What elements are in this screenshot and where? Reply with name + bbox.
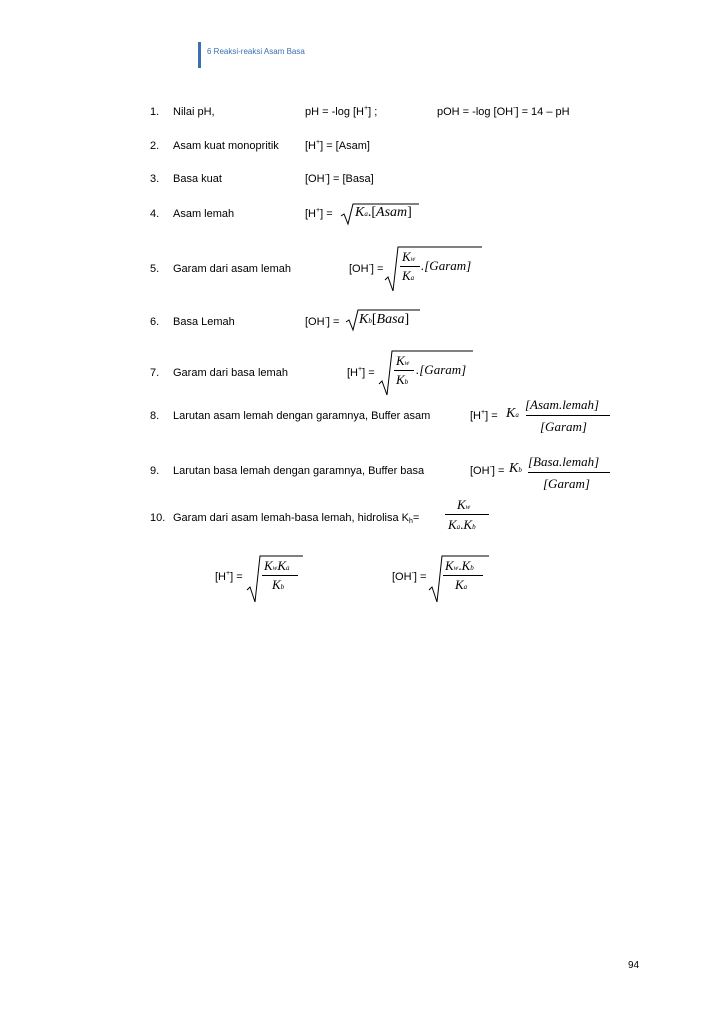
extra-right-lhs: [OH-] = bbox=[392, 570, 427, 583]
item-8-numerator: [Asam.lemah] bbox=[525, 397, 600, 412]
item-1-formula-poh: pOH = -log [OH-] = 14 – pH bbox=[437, 105, 570, 118]
item-8-number: 8. bbox=[150, 410, 160, 422]
item-3-number: 3. bbox=[150, 173, 160, 185]
item-5-label: Garam dari asam lemah bbox=[173, 263, 291, 275]
extra-right-numerator: Kw.Kb bbox=[445, 558, 474, 573]
item-8-denominator: [Garam] bbox=[540, 419, 587, 434]
item-9-label: Larutan basa lemah dengan garamnya, Buffer basa bbox=[173, 465, 425, 477]
chapter-header: 6 Reaksi-reaksi Asam Basa bbox=[207, 47, 305, 56]
item-2-formula: [H+] = [Asam] bbox=[305, 139, 370, 152]
item-7-number: 7. bbox=[150, 367, 160, 379]
extra-right-denominator: Ka bbox=[455, 577, 468, 592]
item-1-label: Nilai pH, bbox=[173, 106, 215, 118]
item-6-label: Basa Lemah bbox=[173, 316, 235, 328]
item-8-fraction-bar bbox=[526, 415, 610, 416]
item-10-fraction-bar bbox=[445, 514, 489, 515]
item-5-denominator: Ka bbox=[402, 268, 415, 283]
item-9-fraction-bar bbox=[528, 472, 610, 473]
page-number: 94 bbox=[628, 960, 640, 971]
extra-left-lhs: [H+] = bbox=[215, 570, 243, 583]
item-9-numerator: [Basa.lemah] bbox=[528, 454, 600, 469]
item-7-numerator: Kw bbox=[396, 353, 410, 368]
item-8-k: Ka bbox=[506, 406, 519, 421]
item-9-denominator: [Garam] bbox=[543, 476, 590, 491]
item-6-number: 6. bbox=[150, 316, 160, 328]
item-5-fraction-bar bbox=[400, 266, 420, 267]
item-6-formula-lhs: [OH-] = bbox=[305, 315, 340, 328]
item-10-denominator: Ka.Kb bbox=[448, 517, 476, 532]
item-9-formula-lhs: [OH-] = bbox=[470, 464, 505, 477]
extra-left-numerator: KwKa bbox=[264, 558, 290, 573]
item-3-formula: [OH-] = [Basa] bbox=[305, 172, 374, 185]
item-7-formula-lhs: [H+] = bbox=[347, 366, 375, 379]
item-10-numerator: Kw bbox=[457, 497, 471, 512]
item-5-number: 5. bbox=[150, 263, 160, 275]
item-4-formula-lhs: [H+] = bbox=[305, 207, 333, 220]
item-7-fraction-bar bbox=[394, 370, 414, 371]
item-2-label: Asam kuat monopritik bbox=[173, 140, 279, 152]
item-10-number: 10. bbox=[150, 512, 166, 524]
item-10-label: Garam dari asam lemah-basa lemah, hidrolisa $K_h=$ bbox=[173, 512, 420, 525]
item-9-k: Kb bbox=[509, 461, 522, 476]
item-4-formula-rhs: Ka.[Asam] bbox=[355, 205, 412, 220]
item-9-number: 9. bbox=[150, 465, 160, 477]
item-6-formula-rhs: Kb[Basa] bbox=[359, 312, 410, 327]
item-7-garam: .[Garam] bbox=[416, 362, 467, 377]
item-3-label: Basa kuat bbox=[173, 173, 222, 185]
item-5-numerator: Kw bbox=[402, 249, 416, 264]
item-4-label: Asam lemah bbox=[173, 208, 235, 220]
item-4-number: 4. bbox=[150, 208, 160, 220]
extra-left-fraction-bar bbox=[262, 575, 298, 576]
item-7-label: Garam dari basa lemah bbox=[173, 367, 288, 379]
item-8-label: Larutan asam lemah dengan garamnya, Buffer asam bbox=[173, 410, 431, 422]
item-1-number: 1. bbox=[150, 106, 160, 118]
item-1-formula-ph: pH = -log [H+] ; bbox=[305, 105, 378, 118]
item-2-number: 2. bbox=[150, 140, 160, 152]
item-8-formula-lhs: [H+] = bbox=[470, 409, 498, 422]
extra-right-fraction-bar bbox=[443, 575, 483, 576]
extra-left-denominator: Kb bbox=[272, 577, 285, 592]
item-7-denominator: Kb bbox=[396, 372, 409, 387]
header-accent-bar bbox=[198, 42, 201, 68]
item-5-formula-lhs: [OH-] = bbox=[349, 262, 384, 275]
item-5-garam: .[Garam] bbox=[421, 258, 472, 273]
